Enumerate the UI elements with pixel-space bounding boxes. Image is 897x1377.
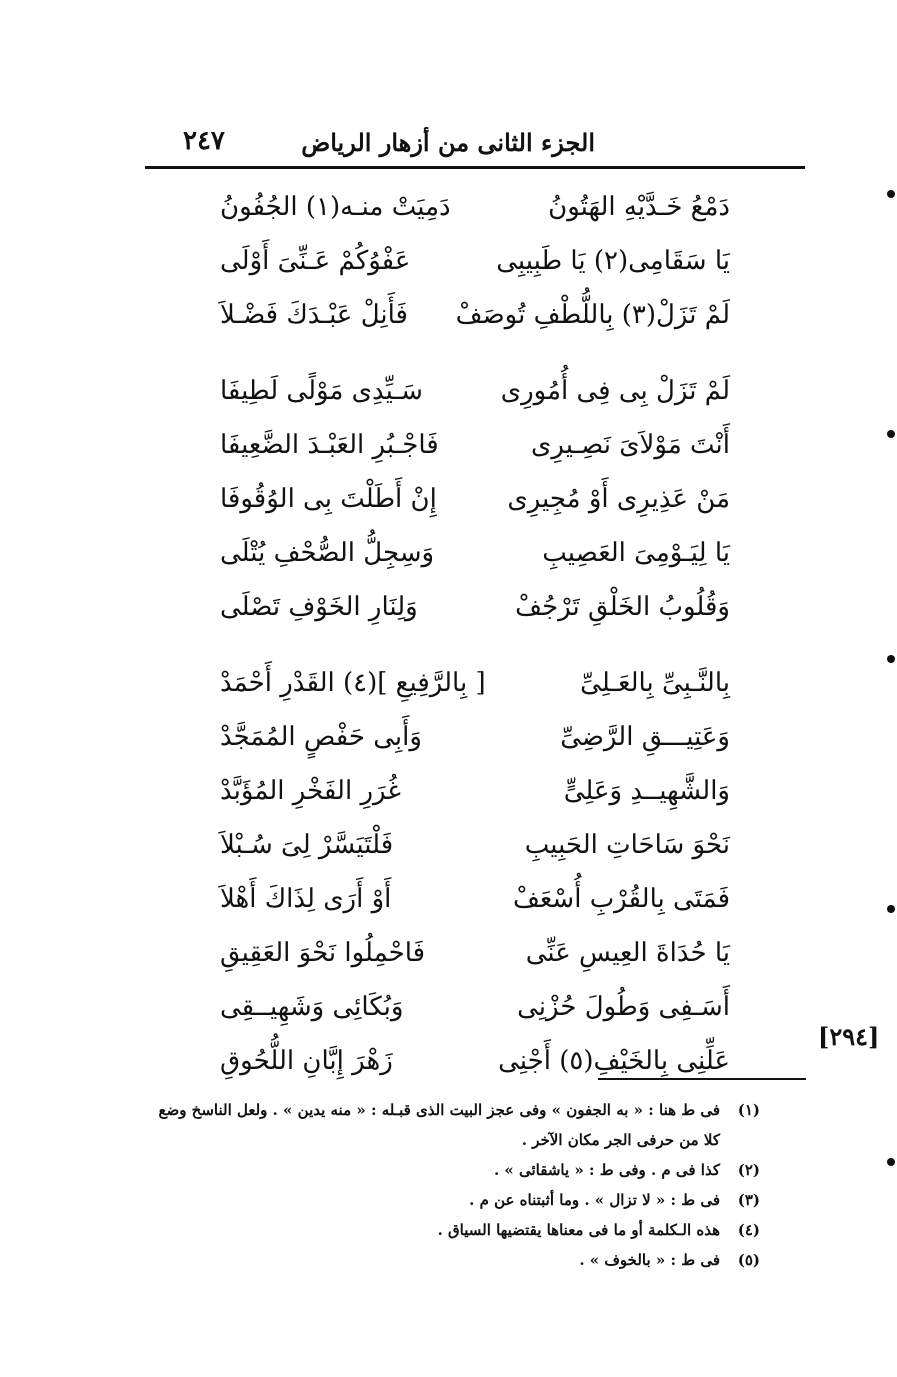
verse-second-hemistich: وَأَبِى حَفْصٍ المُمَجَّدْ: [220, 722, 422, 752]
verse-first-hemistich: عَلِّنِى بِالخَيْفِ(٥) أَجْنِى: [498, 1046, 730, 1076]
verse-line: [220, 656, 730, 710]
verse-second-hemistich: دَمِيَتْ منـه(١) الجُفُونُ: [220, 192, 451, 222]
verse-line: [220, 180, 730, 234]
footnote: [150, 1155, 760, 1185]
footnote-text: كذا فى م . وفى ط : « ياشقائى » .: [493, 1161, 720, 1179]
stanza-gap: [220, 342, 730, 364]
verse-second-hemistich: أَوْ أَرَى لِذَاكَ أَهْلاَ: [220, 884, 392, 914]
footnote-text: فى ط : « لا تزال » . وما أثبتناه عن م .: [469, 1191, 720, 1209]
verse-second-hemistich: غُرَرِ الفَخْرِ المُؤَبَّدْ: [220, 776, 401, 806]
footnote-number: (٣): [737, 1191, 760, 1209]
footnote-text: فى ط : « بالخوف » .: [579, 1251, 720, 1269]
verse-second-hemistich: وَبُكَائِى وَشَهِيــقِى: [220, 992, 404, 1022]
verse-first-hemistich: لَمْ تَزَلْ بِى فِى أُمُورِى: [500, 376, 730, 406]
footnotes: [150, 1095, 760, 1275]
poem: [220, 180, 730, 1088]
footnote: [150, 1245, 760, 1275]
verse-line: [220, 926, 730, 980]
verse-first-hemistich: دَمْعُ خَـدَّيْهِ الهَتُونُ: [548, 192, 730, 222]
margin-dot: [887, 430, 895, 438]
verse-second-hemistich: وَلِنَارِ الخَوْفِ تَصْلَى: [220, 592, 418, 622]
verse-second-hemistich: فَاحْمِلُوا نَحْوَ العَقِيقِ: [220, 938, 426, 968]
footnote: [150, 1095, 760, 1155]
verse-first-hemistich: وَعَتِيـــقِ الرَّضِىِّ: [560, 722, 730, 752]
verse-second-hemistich: وَسِجِلُّ الصُّحْفِ يُتْلَى: [220, 538, 435, 568]
stanza-gap: [220, 634, 730, 656]
margin-dot: [887, 190, 895, 198]
verse-second-hemistich: عَفْوُكُمْ عَـنِّىَ أَوْلَى: [220, 246, 411, 276]
verse-first-hemistich: لَمْ تَزَلْ(٣) بِاللُّطْفِ تُوصَفْ: [455, 300, 730, 330]
footnote-number: (٢): [737, 1161, 760, 1179]
verse-line: [220, 526, 730, 580]
running-header: [145, 128, 805, 164]
header-rule: [145, 166, 805, 169]
margin-dot: [887, 905, 895, 913]
verse-first-hemistich: بِالنَّـبِىِّ بِالعَـلِىِّ: [580, 668, 730, 698]
verse-line: [220, 418, 730, 472]
verse-first-hemistich: يَا حُدَاةَ العِيسِ عَنِّى: [525, 938, 730, 968]
verse-second-hemistich: سَـيِّدِى مَوْلًى لَطِيفَا: [220, 376, 423, 406]
verse-second-hemistich: فَلْتَيَسَّرْ لِىَ سُـبْلاَ: [220, 830, 394, 860]
footnote-text: فى ط هنا : « به الجفون » وفى عجز البيت الذى قبـله : « منه يدين » . ولعل الناسخ وضع كلا من حرفى الجر مكان الآخر .: [158, 1101, 720, 1149]
verse-line: [220, 764, 730, 818]
verse-first-hemistich: أَنْتَ مَوْلاَىَ نَصِـيرِى: [531, 430, 730, 460]
footnote-number: (١): [737, 1101, 760, 1119]
verse-line: [220, 710, 730, 764]
verse-second-hemistich: زَهْرَ إِبَّانِ اللُّحُوقِ: [220, 1046, 393, 1076]
verse-first-hemistich: أَسَـفِى وَطُولَ حُزْنِى: [517, 992, 730, 1022]
footnote-rule: [598, 1078, 806, 1080]
verse-first-hemistich: يَا لِيَـوْمِىَ العَصِيبِ: [542, 538, 730, 568]
verse-line: [220, 472, 730, 526]
verse-second-hemistich: إِنْ أَطَلْتَ بِى الوُقُوفَا: [220, 484, 437, 514]
verse-line: [220, 364, 730, 418]
verse-first-hemistich: وَقُلُوبُ الخَلْقِ تَرْجُفْ: [515, 592, 730, 622]
verse-first-hemistich: يَا سَقَامِى(٢) يَا طَبِيبِى: [496, 246, 730, 276]
verse-line: [220, 818, 730, 872]
verse-line: [220, 980, 730, 1034]
footnote: [150, 1185, 760, 1215]
footnote-text: هذه الـكلمة أو ما فى معناها يقتضيها السياق .: [437, 1221, 720, 1239]
running-title: الجزء الثانى من أزهار الرياض: [301, 128, 595, 157]
page-number: ٢٤٧: [183, 126, 225, 156]
margin-dot: [887, 1158, 895, 1166]
margin-dot: [887, 655, 895, 663]
verse-first-hemistich: نَحْوَ سَاحَاتِ الحَبِيبِ: [524, 830, 730, 860]
footnote: [150, 1215, 760, 1245]
verse-line: [220, 580, 730, 634]
verse-first-hemistich: وَالشَّهِيــدِ وَعَلِىٍّ: [563, 776, 730, 806]
verse-second-hemistich: [ بِالرَّفِيعِ ](٤) القَدْرِ أَحْمَدْ: [220, 668, 486, 698]
verse-line: [220, 288, 730, 342]
verse-first-hemistich: فَمَتَى بِالقُرْبِ أُسْعَفْ: [512, 884, 730, 914]
verse-second-hemistich: فَاجْـبُرِ العَبْـدَ الضَّعِيفَا: [220, 430, 439, 460]
verse-line: [220, 234, 730, 288]
footnote-number: (٤): [737, 1221, 760, 1239]
verse-first-hemistich: مَنْ عَذِيرِى أَوْ مُجِيرِى: [507, 484, 730, 514]
original-page-marker: [٢٩٤]: [818, 1022, 880, 1051]
footnote-number: (٥): [737, 1251, 760, 1269]
verse-line: [220, 872, 730, 926]
verse-second-hemistich: فَأَنِلْ عَبْـدَكَ فَضْـلاَ: [220, 300, 408, 330]
